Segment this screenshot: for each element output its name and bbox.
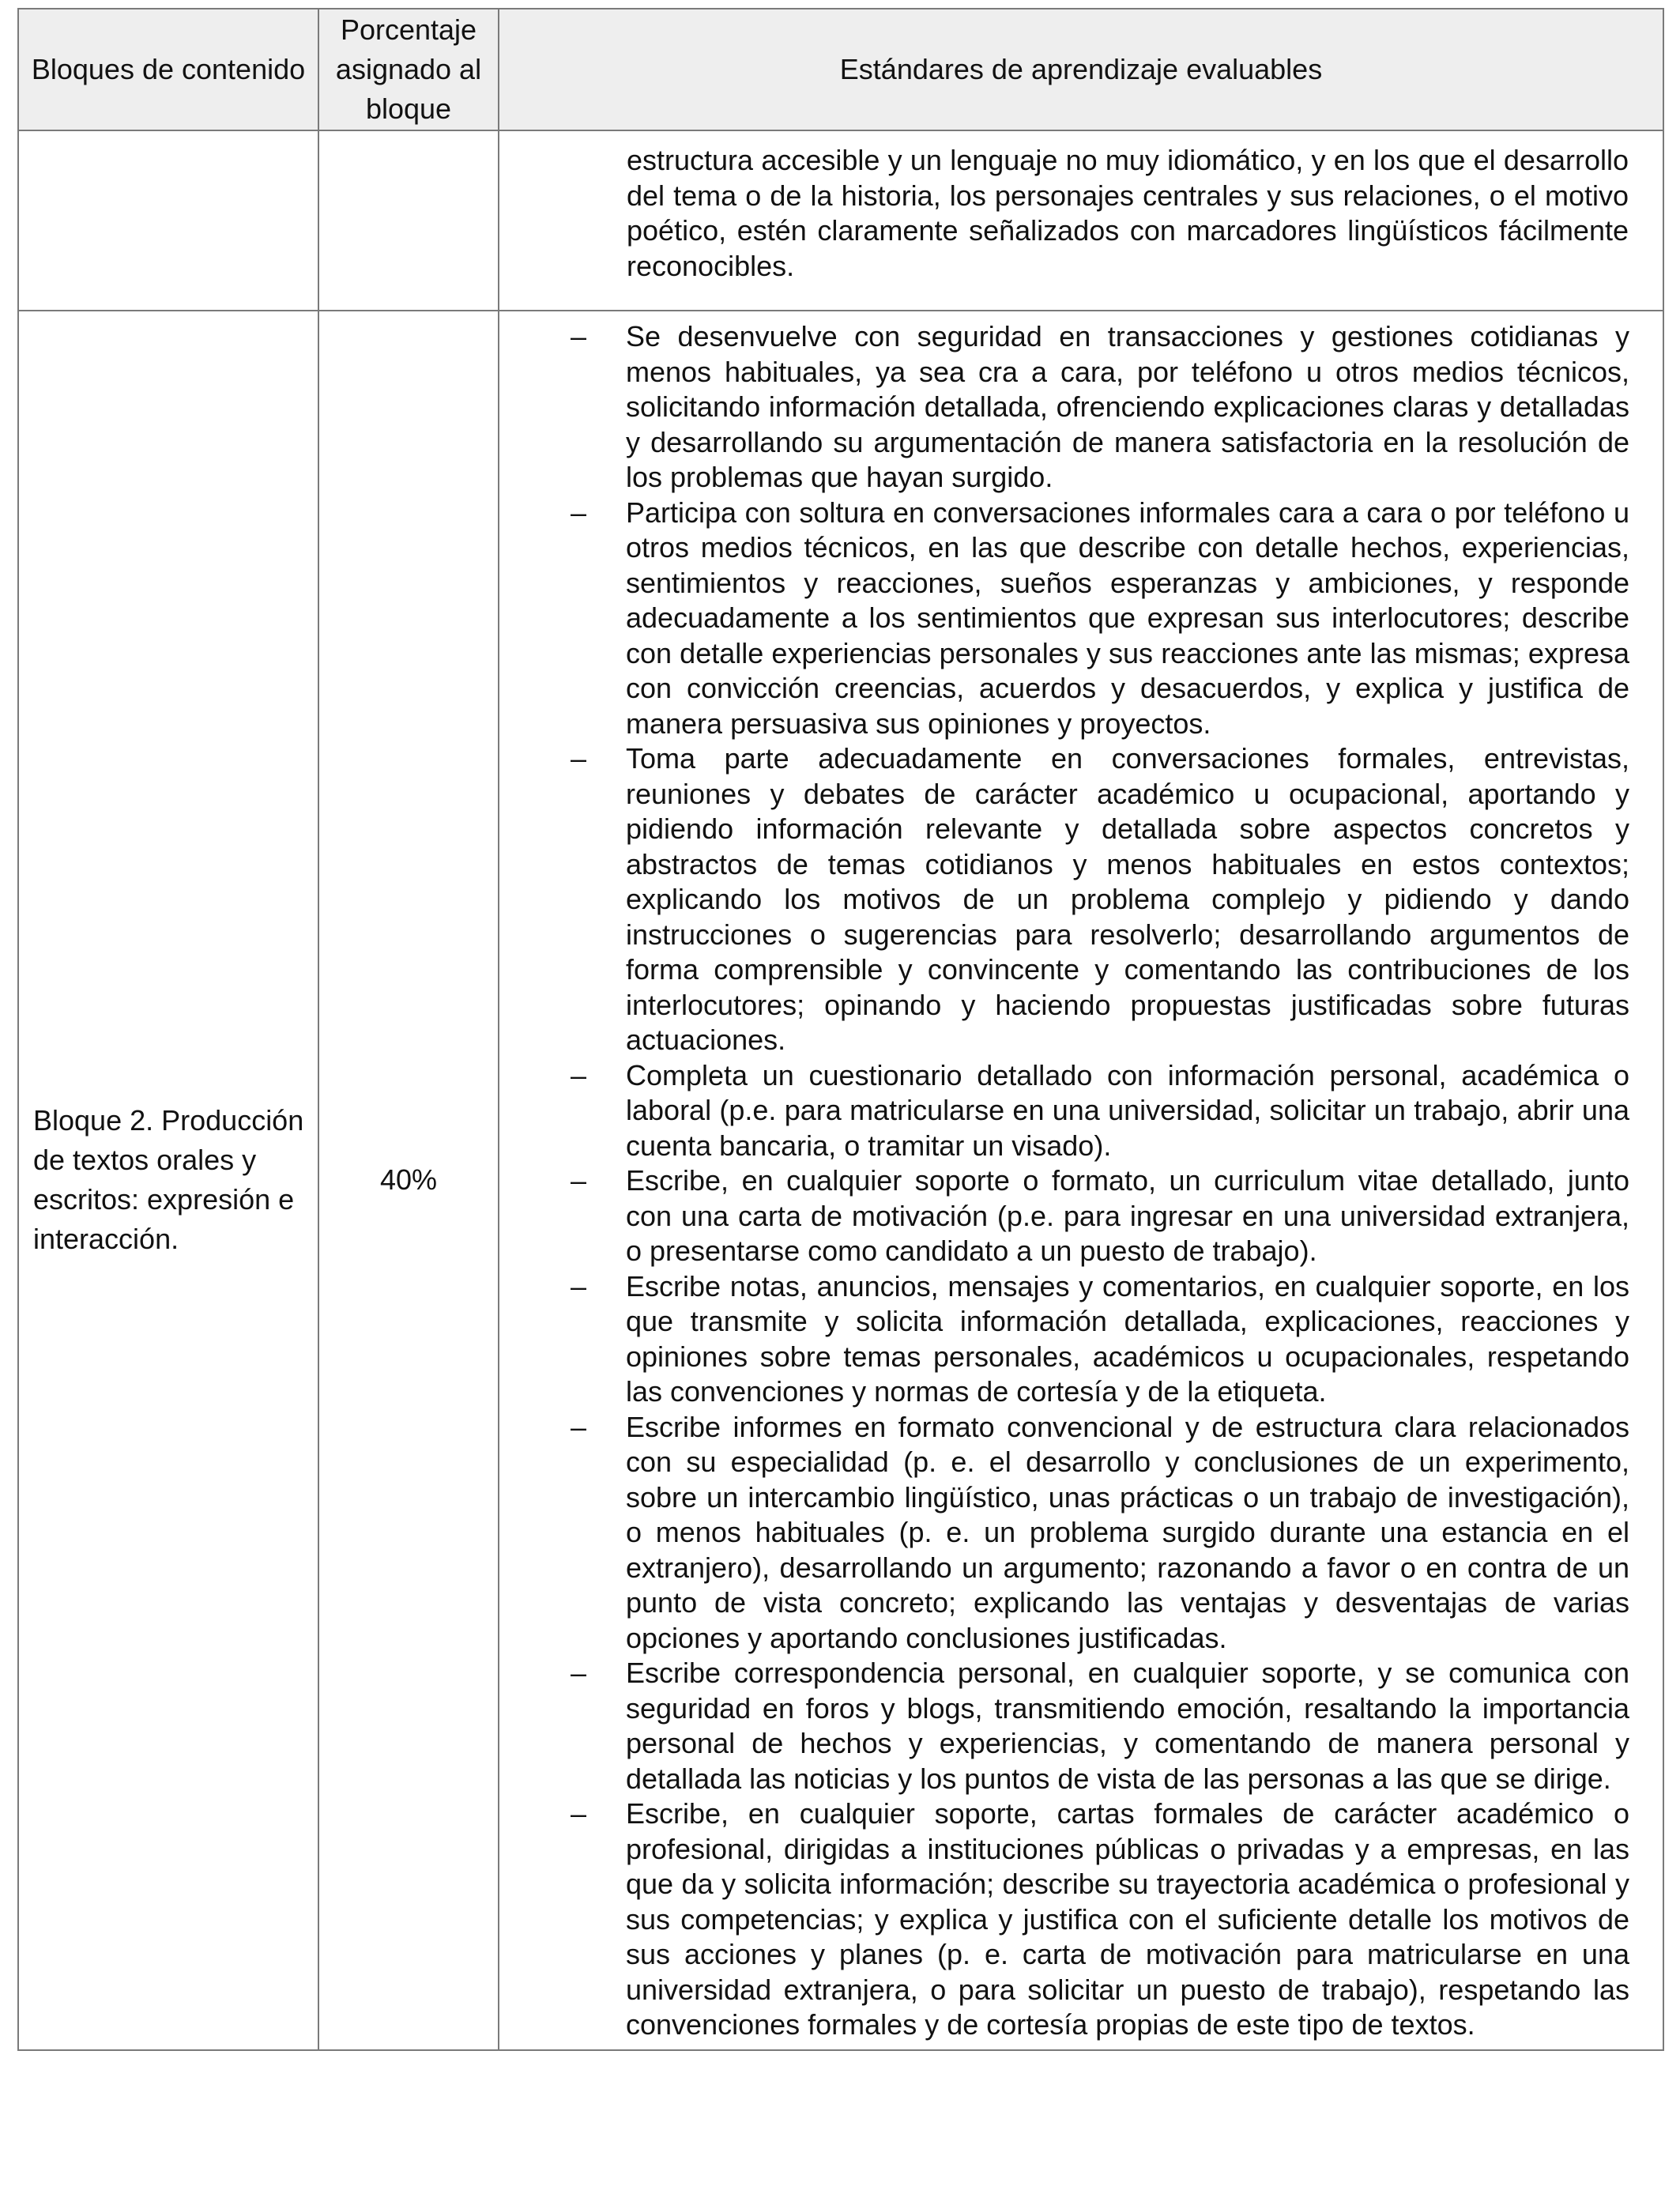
header-porcentaje: Porcentaje asignado al bloque xyxy=(318,9,499,130)
block-name: Bloque 2. Producción de textos orales y escritos: expresión e interacción. xyxy=(18,311,318,2050)
standard-item xyxy=(499,741,1629,1058)
standard-text: Toma parte adecuadamente en conversaciones formales, entrevistas, reuniones y debates de carácter académico u ocupacional, aportando y pidiendo información relevante y detallada sobre aspectos concretos y abstractos de temas cotidianos y menos habituales en estos contextos; explicando los motivos de un problema complejo y pidiendo y dando instrucciones o sugerencias para resolverlo; desarrollando argumentos de forma comprensible y convincente y comentando las contribuciones de los interlocutores; opinando y haciendo propuestas justificadas sobre futuras actuaciones. xyxy=(626,742,1629,1056)
standard-text: Escribe informes en formato convencional y de estructura clara relacionados con su especialidad (p. e. el desarrollo y conclusiones de un experimento, sobre un intercambio lingüístico, unas prácticas o un trabajo de investigación), o menos habituales (p. e. un problema surgido durante una estancia en el extranjero), desarrollando un argumento; razonando a favor o en contra de un punto de vista concreto; explicando las ventajas y desventajas de varias opciones y aportando conclusiones justificadas. xyxy=(626,1410,1629,1654)
standard-item xyxy=(499,1410,1629,1657)
standard-item xyxy=(499,496,1629,742)
dash-bullet: – xyxy=(571,742,587,775)
standard-item xyxy=(499,1269,1629,1410)
dash-bullet: – xyxy=(571,1058,587,1091)
standard-text: Escribe correspondencia personal, en cualquier soporte, y se comunica con seguridad en foros y blogs, transmitiendo emoción, resaltando la importancia personal de hechos y experiencias, y comentando de manera personal y detallada las noticias y los puntos de vista de las personas a las que se dirige. xyxy=(626,1657,1629,1795)
block-row xyxy=(18,311,1663,2050)
document-page xyxy=(17,8,1663,2051)
dash-bullet: – xyxy=(571,1410,587,1443)
dash-bullet: – xyxy=(571,1269,587,1302)
standard-text: Se desenvuelve con seguridad en transacciones y gestiones cotidianas y menos habituales, ya sea cra a cara, por teléfono u otros medios técnicos, solicitando información detallada, ofrenciendo explicaciones claras y detalladas y desarrollando su argumentación de manera satisfactoria en la resolución de los problemas que hayan surgido. xyxy=(626,320,1629,493)
standard-item xyxy=(499,1656,1629,1796)
block-standards-cell xyxy=(499,311,1663,2050)
standards-list xyxy=(499,319,1629,2043)
standard-text: Escribe notas, anuncios, mensajes y comentarios, en cualquier soporte, en los que transmite y solicita información detallada, explicaciones, reacciones y opiniones sobre temas personales, académicos u ocupacionales, respetando las convenciones y normas de cortesía y de la etiqueta. xyxy=(626,1269,1629,1408)
header-bloques: Bloques de contenido xyxy=(18,9,318,130)
standard-item xyxy=(499,1796,1629,2043)
standards-table xyxy=(17,8,1664,2051)
standard-item xyxy=(499,319,1629,496)
standard-text: Escribe, en cualquier soporte, cartas formales de carácter académico o profesional, dirigidas a instituciones públicas o privadas y a empresas, en las que da y solicita información; describe su trayectoria académica o profesional y sus competencias; y explica y justifica con el suficiente detalle los motivos de sus acciones y planes (p. e. carta de motivación para matricularse en una universidad extranjera, o para solicitar un puesto de trabajo), respetando las convenciones formales y de cortesía propias de este tipo de textos. xyxy=(626,1797,1629,2041)
block-percent: 40% xyxy=(318,311,499,2050)
header-estandares: Estándares de aprendizaje evaluables xyxy=(499,9,1663,130)
dash-bullet: – xyxy=(571,496,587,529)
standard-item xyxy=(499,1163,1629,1269)
continuation-standards-cell xyxy=(499,130,1663,311)
standard-text: Completa un cuestionario detallado con información personal, académica o laboral (p.e. para matricularse en una universidad, solicitar un trabajo, abrir una cuenta bancaria, o tramitar un visado). xyxy=(626,1058,1629,1162)
continuation-row xyxy=(18,130,1663,311)
dash-bullet: – xyxy=(571,1797,587,1830)
dash-bullet: – xyxy=(571,320,587,352)
standard-item xyxy=(499,1058,1629,1164)
standard-text: Escribe, en cualquier soporte o formato, un curriculum vitae detallado, junto con una carta de motivación (p.e. para ingresar en una universidad extranjera, o presentarse como candidato a un puesto de trabajo). xyxy=(626,1164,1629,1267)
continuation-text: estructura accesible y un lenguaje no muy idiomático, y en los que el desarrollo del tema o de la historia, los personajes centrales y sus relaciones, o el motivo poético, estén claramente señalizados con marcadores lingüísticos fácilmente reconocibles. xyxy=(627,144,1629,282)
dash-bullet: – xyxy=(571,1164,587,1197)
header-row xyxy=(18,9,1663,130)
continuation-empty-block-cell xyxy=(18,130,318,311)
dash-bullet: – xyxy=(571,1657,587,1689)
standard-text: Participa con soltura en conversaciones informales cara a cara o por teléfono u otros medios técnicos, en las que describe con detalle hechos, experiencias, sentimientos y reacciones, sueños esperanzas y ambiciones, y responde adecuadamente a los sentimientos que expresan sus interlocutores; describe con detalle experiencias personales y sus reacciones ante las mismas; expresa con convicción creencias, acuerdos y desacuerdos, y explica y justifica de manera persuasiva sus opiniones y proyectos. xyxy=(626,496,1629,740)
continuation-empty-percent-cell xyxy=(318,130,499,311)
